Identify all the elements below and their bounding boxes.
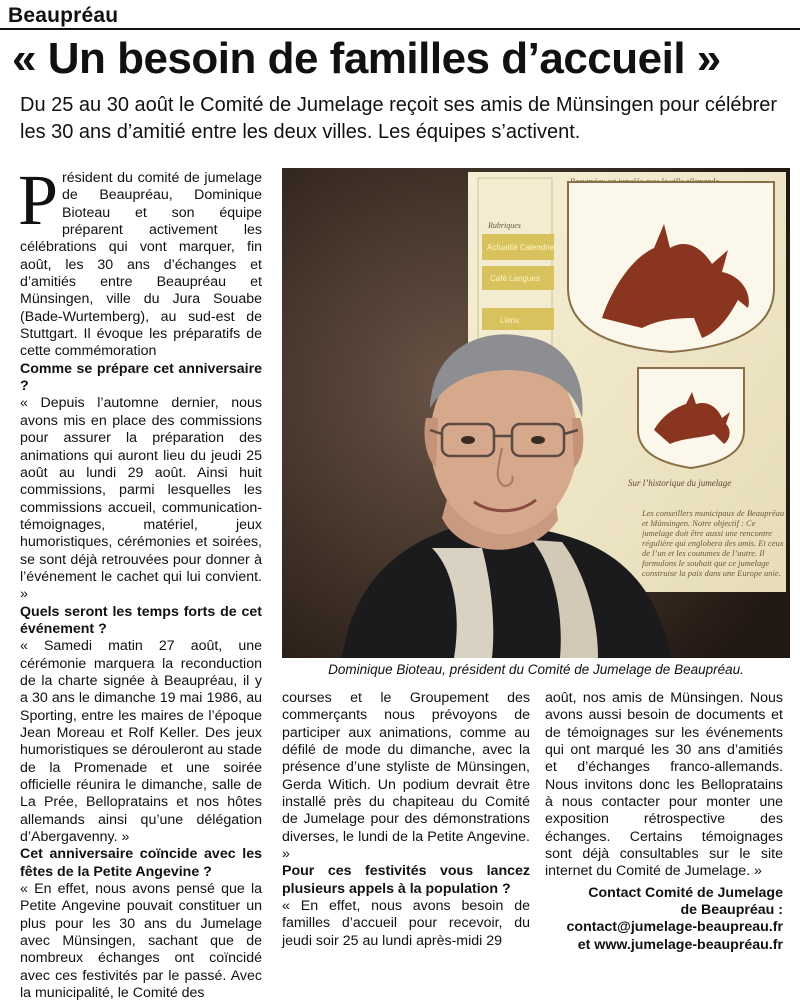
- answer-3-part-1: « En effet, nous avons pensé que la Petite Angevine pouvait constituer un plus pour les 30 ans du Jumelage avec Münsingen, sachant que de nombreux échanges ont coïncidé avec ces festivités par le passé. Avec la municipalité, le Comité des: [20, 881, 262, 1002]
- article-column-2: [282, 690, 530, 950]
- right-eye: [531, 436, 545, 444]
- headline: « Un besoin de familles d’accueil »: [12, 34, 721, 83]
- article-column-3: [545, 690, 783, 954]
- question-1: Comme se prépare cet anniversaire ?: [20, 360, 262, 395]
- photo: [282, 168, 790, 658]
- question-4: Pour ces festivités vous lancez plusieurs appels à la population ?: [282, 863, 530, 897]
- answer-1: « Depuis l’automne dernier, nous avons mis en place des commissions pour assurer la préparation des animations qui auront lieu du jeudi 25 août au lundi 29 août. Ainsi huit commissions, parmi lesquelles les commissions accueil, communication-témoignages, matériel, jeux humoristiques, cérémonies et soirées, se sont déjà retrouvées pour donner à l’événement le cachet qui lui convient. »: [20, 395, 262, 603]
- drop-cap: P: [18, 160, 59, 240]
- screen-body-text-box: [642, 508, 786, 598]
- portrait-illustration: [282, 168, 790, 658]
- contact-block: [545, 885, 783, 954]
- lead-paragraph: Du 25 au 30 août le Comité de Jumelage reçoit ses amis de Münsingen pour célébrer les 30 ans d’amitié entre les deux villes. Les équipes s’activent.: [20, 94, 778, 143]
- intro-text: résident du comité de jumelage de Beaupréau, Dominique Bioteau et son équipe préparent activement les célébrations qui vont marquer, fin août, les 30 ans d’échanges et d’amitiés entre Beaupréau et Münsingen, ville du Jura Souabe (Bade-Wurtemberg), au sud-est de Stuttgart. Il évoque les préparatifs de cette commémoration: [20, 170, 262, 360]
- contact-line-1: Contact Comité de Jumelage: [588, 884, 783, 901]
- contact-website[interactable]: et www.jumelage-beaupréau.fr: [577, 936, 783, 953]
- answer-2: « Samedi matin 27 août, une cérémonie marquera la reconduction de la charte signée à Beaupréau, il y a 30 ans le dimanche 19 mai 1986, au Sporting, entre les maires de l’époque Jean Moreau et Rolf Keller. Des jeux humoristiques se dérouleront au stade de la Promenade et une soirée officielle réunira le dimanche, salle de La Prée, Bellopratains et nos hôtes allemands ainsi qu’une délégation d’Abergavenny. »: [20, 638, 262, 846]
- screen-menu-label-3: Liens: [500, 316, 520, 325]
- answer-4-part-1: « En effet, nous avons besoin de familles d’accueil pour recevoir, du jeudi soir 25 au lundi après-midi 29: [282, 898, 530, 949]
- article-column-1: [18, 160, 262, 1003]
- screen-menu-label-1: Actualité Calendrier: [487, 243, 557, 252]
- question-2: Quels seront les temps forts de cet événement ?: [20, 603, 262, 637]
- answer-3-part-2: courses et le Groupement des commerçants nous prévoyons de participer aux animations, comme au défilé de mode du dimanche, avec la présence d’une styliste de Münsingen, Gerda Witich. Un podium devrait être installé près du chapiteau du Comité de Jumelage pour des démonstrations diverses, le lundi de la Petite Angevine. »: [282, 690, 530, 863]
- contact-email[interactable]: contact@jumelage-beaupreau.fr: [566, 919, 783, 936]
- screen-body-text: Les conseillers municipaux de Beaupréau et Münsingen. Notre objectif : Ce jumelage doit être aussi une rencontre régulière qui englobera des amis. Et ceux de l’un et les coutumes de l’autre. Il formulons le souhait que ce jumelage construise la paix dans une Europe unie.: [642, 508, 785, 578]
- screen-rubriques: Rubriques: [488, 221, 521, 230]
- screen-footer: Sur l’historique du jumelage: [628, 478, 732, 488]
- photo-caption: Dominique Bioteau, président du Comité de Jumelage de Beaupréau.: [328, 662, 744, 677]
- left-eye: [461, 436, 475, 444]
- answer-4-part-2: août, nos amis de Münsingen. Nous avons aussi besoin de documents et de témoignages sur les événements qui ont marqué les 30 ans d’amitiés et d’échanges franco-allemands. Nous invitons donc les Bellopratains à nous contacter pour monter une exposition rétrospective des échanges. Certains témoignages sont déjà consultables sur le site internet du Comité de Jumelage. »: [545, 690, 783, 880]
- contact-line-2: de Beaupréau :: [680, 902, 783, 919]
- screen-menu-label-2: Café Langues: [490, 274, 540, 283]
- section-rubric: Beaupréau: [8, 4, 119, 27]
- intro-paragraph: [18, 160, 262, 361]
- question-3: Cet anniversaire coïncide avec les fêtes de la Petite Angevine ?: [20, 846, 262, 880]
- rubric-rule: [0, 28, 800, 30]
